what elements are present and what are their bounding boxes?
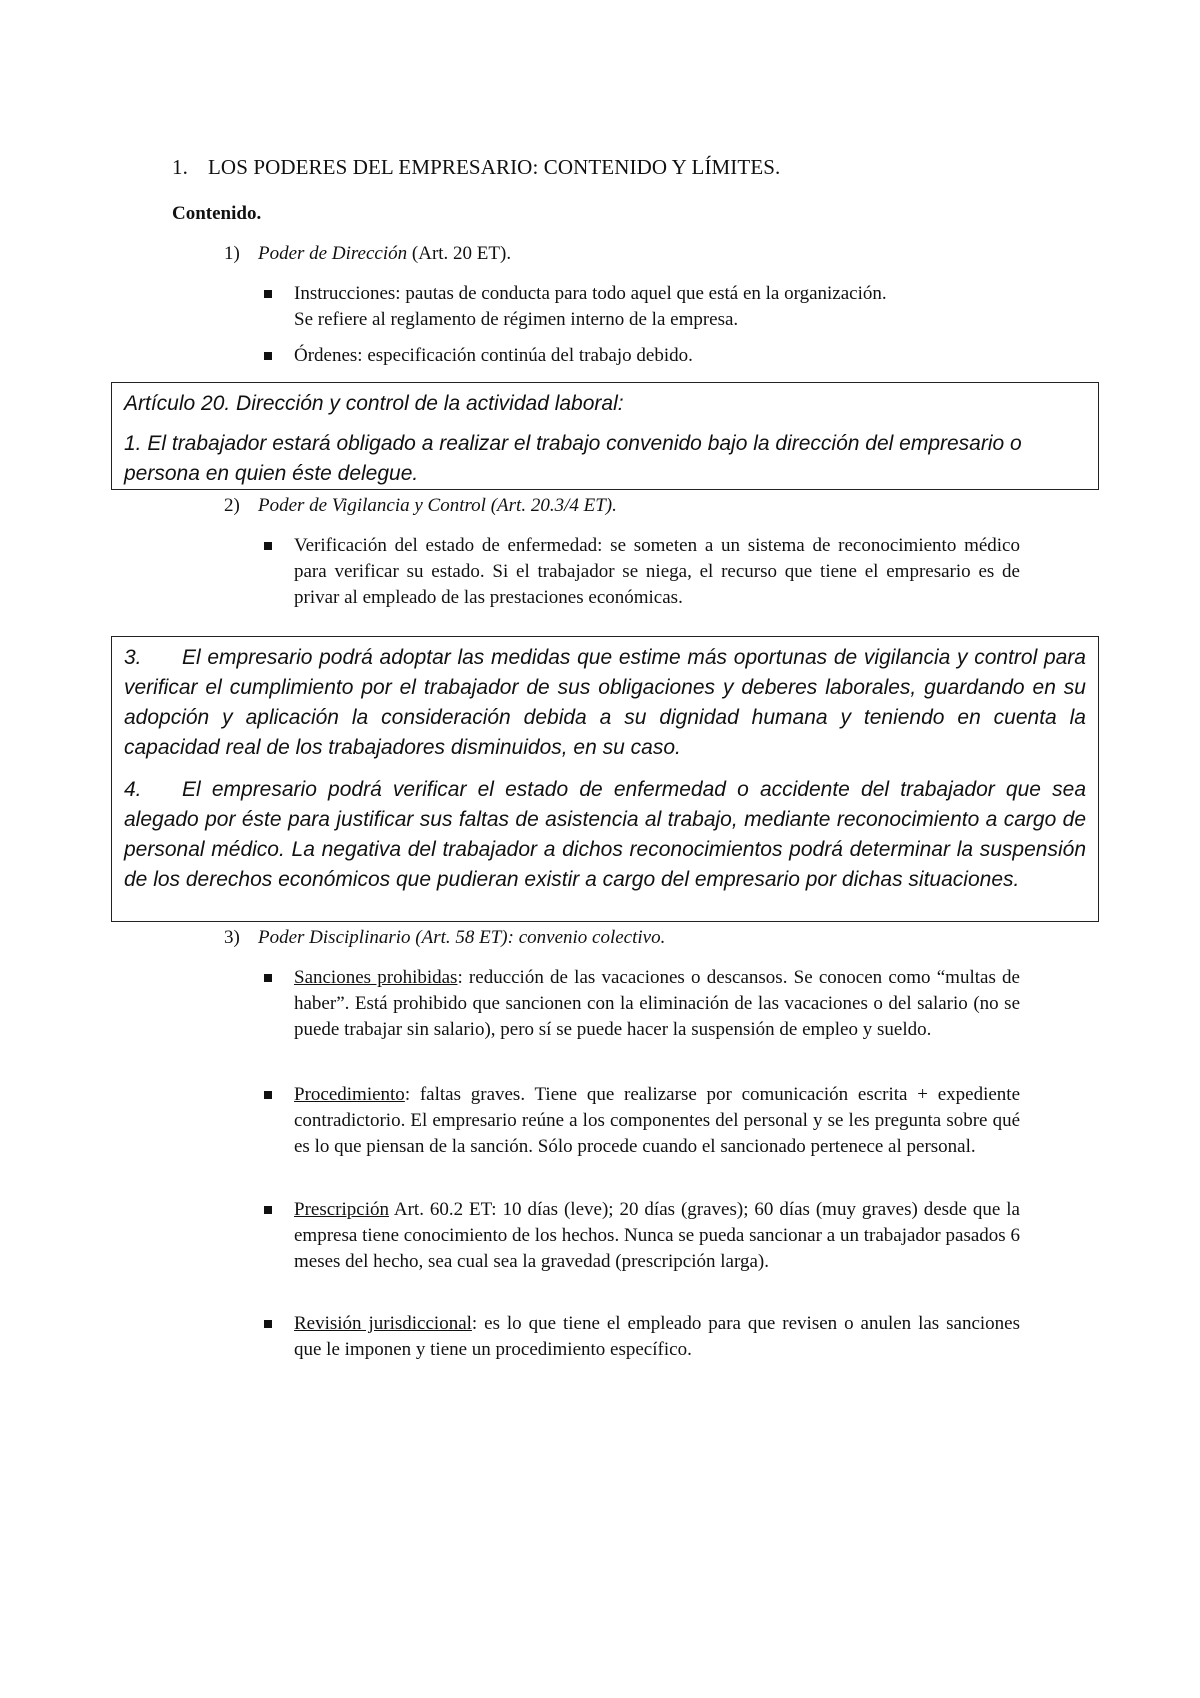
bullet-line: Se refiere al reglamento de régimen interno de la empresa. [294, 309, 739, 330]
article-quote-box [111, 636, 1099, 922]
bullet-line: Instrucciones: pautas de conducta para todo aquel que está en la organización. [294, 283, 887, 304]
paragraph-number: 3. [124, 646, 142, 669]
bullet-label: Revisión jurisdiccional [294, 1313, 472, 1334]
article-paragraph-4 [124, 775, 1086, 895]
article-title: Artículo 20. Dirección y control de la actividad laboral: [124, 392, 624, 415]
numbered-item-3 [224, 927, 665, 949]
square-bullet-icon [264, 1320, 272, 1328]
heading-text: LOS PODERES DEL EMPRESARIO: CONTENIDO Y LÍMITES. [208, 155, 781, 179]
bullet-text [294, 1197, 1020, 1275]
item-number: 2) [224, 495, 240, 516]
bullet-item [264, 1197, 1020, 1275]
section-heading [172, 155, 780, 180]
bullet-text [294, 965, 1020, 1043]
bullet-text [294, 1311, 1020, 1363]
bullet-item [264, 281, 1020, 333]
item-number: 1) [224, 243, 240, 264]
bullet-item [264, 533, 1020, 611]
bullet-text [294, 1082, 1020, 1160]
bullet-label: Prescripción [294, 1199, 389, 1220]
bullet-label: Procedimiento [294, 1084, 405, 1105]
article-paragraph: 1. El trabajador estará obligado a realizar el trabajo convenido bajo la dirección del empresario o persona en quien éste delegue. [124, 432, 1022, 485]
numbered-item-1 [224, 243, 511, 265]
item-title: Poder de Vigilancia y Control (Art. 20.3/4 ET). [258, 495, 617, 516]
article-quote-box [111, 382, 1099, 490]
bullet-text: Verificación del estado de enfermedad: se someten a un sistema de reconocimiento médico para verificar su estado. Si el trabajador se niega, el recurso que tiene el empresario es de privar al empleado de las prestaciones económicas. [294, 535, 1020, 608]
bullet-text: Órdenes: especificación continúa del trabajo debido. [294, 345, 693, 366]
item-title: Poder de Dirección [258, 243, 408, 264]
bullet-body: Art. 60.2 ET: 10 días (leve); 20 días (graves); 60 días (muy graves) desde que la empresa tiene conocimiento de los hechos. Nunca se pueda sancionar a un trabajador pasados 6 meses del hecho, sea cual sea la gravedad (prescripción larga). [294, 1199, 1020, 1272]
square-bullet-icon [264, 1091, 272, 1099]
square-bullet-icon [264, 974, 272, 982]
bullet-item [264, 1311, 1020, 1363]
heading-number: 1. [172, 155, 188, 179]
paragraph-text: El empresario podrá adoptar las medidas que estime más oportunas de vigilancia y control para verificar el cumplimiento por el trabajador de sus obligaciones y deberes laborales, guardando en su adopción y aplicación la consideración debida a su dignidad humana y teniendo en cuenta la capacidad real de los trabajadores disminuidos, en su caso. [124, 646, 1086, 759]
square-bullet-icon [264, 290, 272, 298]
bullet-body: : faltas graves. Tiene que realizarse por comunicación escrita + expediente contradictorio. El empresario reúne a los componentes del personal y se les pregunta sobre qué es lo que piensan de la sanción. Sólo procede cuando el sancionado pertenece al personal. [294, 1084, 1020, 1157]
item-reference: (Art. 20 ET). [407, 243, 512, 264]
paragraph-text: El empresario podrá verificar el estado de enfermedad o accidente del trabajador que sea alegado por éste para justificar sus faltas de asistencia al trabajo, mediante reconocimiento a cargo de personal médico. La negativa del trabajador a dichos reconocimientos podrá determinar la suspensión de los derechos económicos que pudieran existir a cargo del empresario por dichas situaciones. [124, 778, 1086, 891]
bullet-item [264, 343, 1020, 369]
bullet-item [264, 1082, 1020, 1160]
square-bullet-icon [264, 542, 272, 550]
bullet-text [294, 281, 1020, 333]
subheading-contenido: Contenido. [172, 203, 262, 224]
paragraph-number: 4. [124, 778, 142, 801]
item-number: 3) [224, 927, 240, 948]
square-bullet-icon [264, 352, 272, 360]
bullet-body: : es lo que tiene el empleado para que revisen o anulen las sanciones que le imponen y tiene un procedimiento específico. [294, 1313, 1021, 1360]
bullet-label: Sanciones prohibidas [294, 967, 458, 988]
bullet-item [264, 965, 1020, 1043]
item-title: Poder Disciplinario (Art. 58 ET): convenio colectivo. [258, 927, 666, 948]
bullet-body: : reducción de las vacaciones o descansos. Se conocen como “multas de haber”. Está prohibido que sancionen con la eliminación de las vacaciones o del salario (no se puede trabajar sin salario), pero sí se puede hacer la suspensión de empleo y sueldo. [294, 967, 1020, 1040]
numbered-item-2 [224, 495, 617, 517]
article-paragraph-3 [124, 643, 1086, 763]
square-bullet-icon [264, 1206, 272, 1214]
